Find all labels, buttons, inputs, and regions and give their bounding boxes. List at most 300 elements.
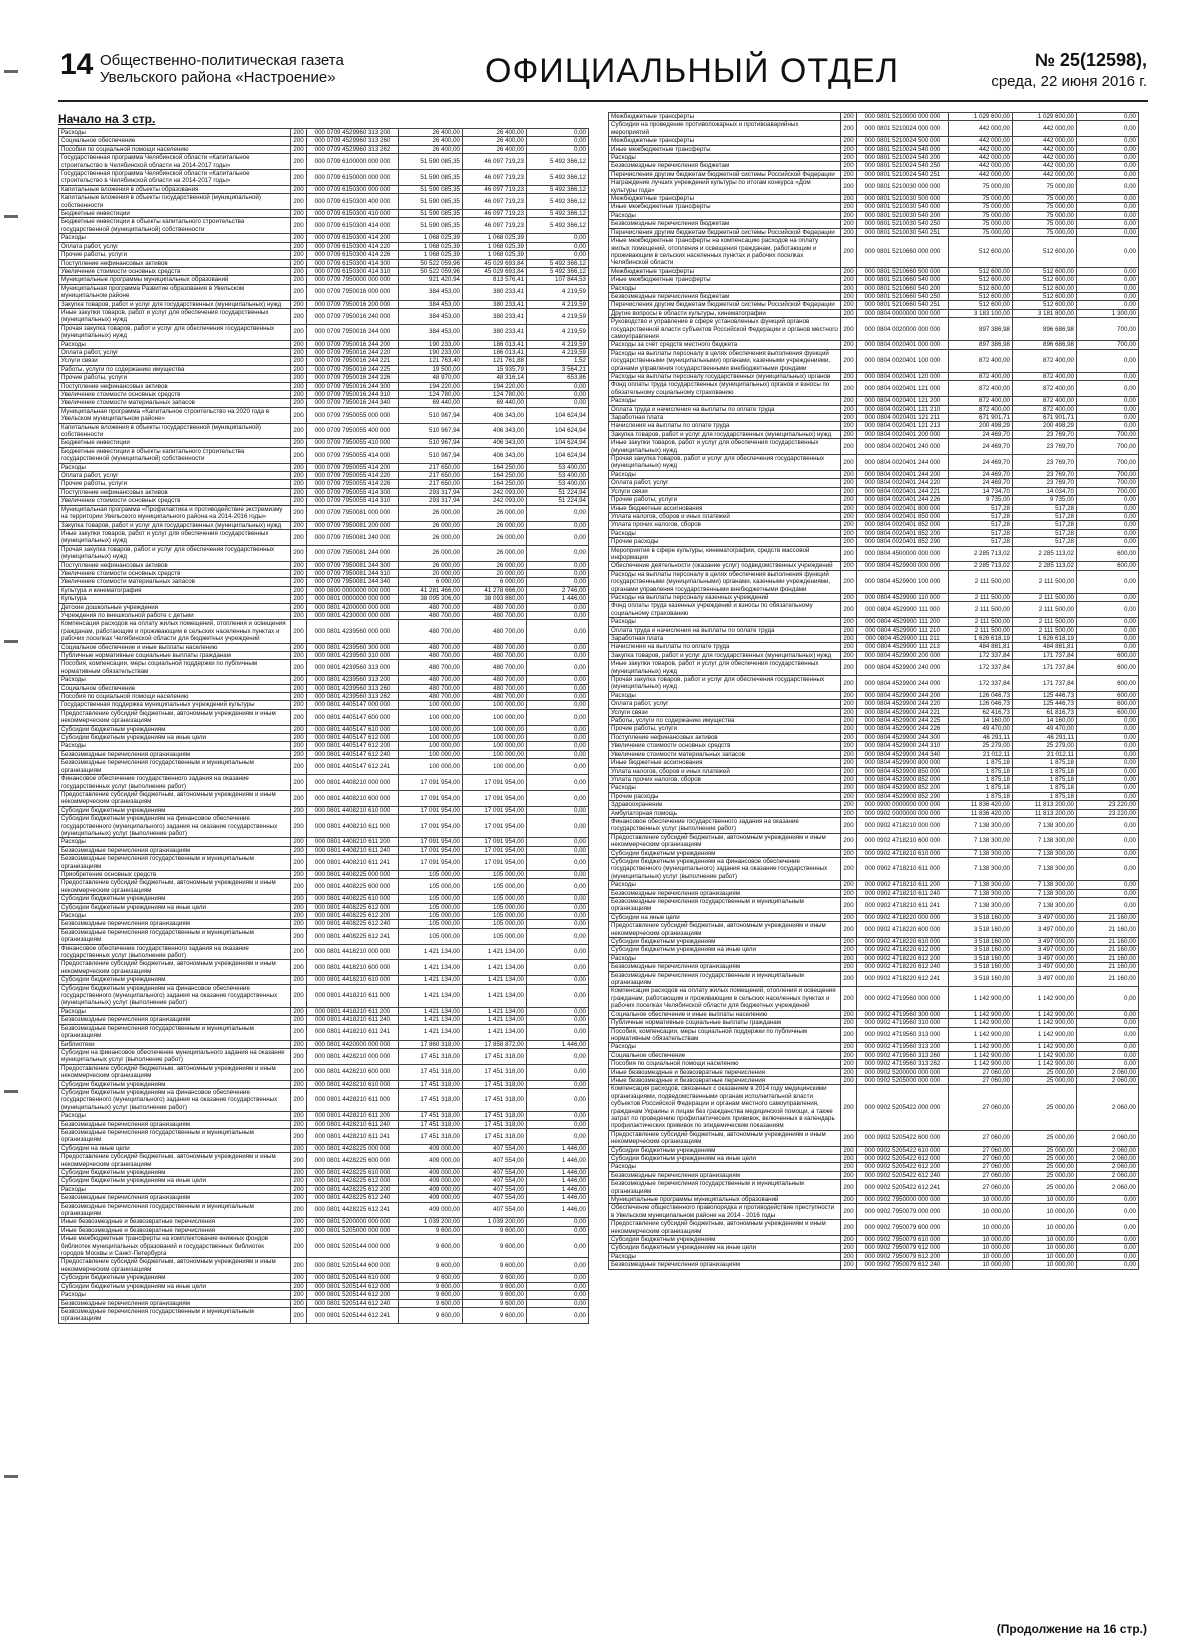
row-name: Увеличение стоимости материальных запасов [59, 399, 291, 407]
table-row [609, 179, 1139, 195]
row-approved: 217 650,00 [399, 463, 463, 471]
page-number: 14 [60, 48, 94, 81]
row-unexecuted: 0,00 [527, 1274, 589, 1282]
table-row [609, 529, 1139, 537]
row-classification: 000 0801 4428210 611 241 [307, 1128, 399, 1144]
row-classification: 000 0709 7950081 240 000 [307, 529, 399, 545]
row-name: Межбюджетные трансферты [609, 137, 841, 145]
row-name: Субсидии на финансовое обеспечение муниципального задания на оказание муниципальных услуг (выполнение работ) [59, 1048, 291, 1064]
row-name: Увеличение стоимости материальных запасов [609, 750, 841, 758]
row-name: Предоставление субсидий бюджетным, автономным учреждениям и иным некоммерческим организациям [609, 833, 841, 849]
table-row [59, 643, 589, 651]
row-code: 200 [291, 561, 307, 569]
table-row [609, 1244, 1139, 1252]
row-unexecuted: 1 446,00 [527, 1144, 589, 1152]
row-executed: 171 737,84 [1013, 676, 1077, 692]
row-executed: 3 497 000,00 [1013, 922, 1077, 938]
row-code: 200 [841, 1085, 857, 1130]
row-approved: 172 337,84 [949, 676, 1013, 692]
row-code: 200 [841, 195, 857, 203]
row-classification: 000 0902 7950079 612 240 [857, 1261, 949, 1269]
row-unexecuted: 0,00 [527, 734, 589, 742]
row-code: 200 [291, 488, 307, 496]
table-row [609, 742, 1139, 750]
row-name: Увеличение стоимости материальных запасов [59, 578, 291, 586]
row-unexecuted: 0,00 [527, 912, 589, 920]
row-approved: 484 881,81 [949, 643, 1013, 651]
table-row [59, 660, 589, 676]
row-approved: 217 650,00 [399, 480, 463, 488]
row-unexecuted: 0,00 [1077, 817, 1139, 833]
row-executed: 14 160,00 [1013, 717, 1077, 725]
row-executed: 517,28 [1013, 512, 1077, 520]
row-unexecuted: 104 624,94 [527, 407, 589, 423]
row-executed: 1 421 134,00 [463, 960, 527, 976]
row-approved: 1 421 134,00 [399, 944, 463, 960]
row-classification: 000 0801 5205144 600 000 [307, 1258, 399, 1274]
row-name: Расходы [609, 211, 841, 219]
table-row [59, 742, 589, 750]
row-approved: 384 453,00 [399, 324, 463, 340]
row-code: 200 [291, 1153, 307, 1169]
row-code: 200 [841, 381, 857, 397]
row-executed: 46 097 719,23 [463, 170, 527, 186]
row-executed: 2 111 500,00 [1013, 570, 1077, 593]
row-name: Безвозмездные перечисления организациям [59, 1299, 291, 1307]
table-row [609, 414, 1139, 422]
row-unexecuted: 1 446,00 [527, 595, 589, 603]
row-executed: 25 000,00 [1013, 1180, 1077, 1196]
row-approved: 7 138 300,00 [949, 881, 1013, 889]
row-approved: 480 700,00 [399, 620, 463, 643]
row-code: 200 [841, 1019, 857, 1027]
issue-date: среда, 22 июня 2016 г. [991, 73, 1147, 90]
row-code: 200 [841, 292, 857, 300]
row-code: 200 [841, 889, 857, 897]
row-approved: 51 590 085,35 [399, 170, 463, 186]
row-executed: 7 138 300,00 [1013, 889, 1077, 897]
row-name: Уплата налогов, сборов и иных платежей [609, 512, 841, 520]
row-approved: 3 518 160,00 [949, 938, 1013, 946]
row-code: 200 [291, 324, 307, 340]
row-code: 200 [841, 938, 857, 946]
row-classification: 000 0800 0000000 000 000 [307, 586, 399, 594]
row-code: 200 [291, 1307, 307, 1323]
table-row [609, 784, 1139, 792]
row-unexecuted: 0,00 [1077, 767, 1139, 775]
table-row [59, 137, 589, 145]
row-classification: 000 0804 0020401 100 000 [857, 349, 949, 372]
row-name: Поступление нефинансовых активов [59, 488, 291, 496]
row-approved: 3 518 160,00 [949, 963, 1013, 971]
row-code: 200 [291, 742, 307, 750]
row-unexecuted: 0,00 [527, 1307, 589, 1323]
row-name: Бюджетные инвестиции [59, 439, 291, 447]
row-executed: 480 700,00 [463, 620, 527, 643]
row-classification: 000 0709 7950055 414 200 [307, 463, 399, 471]
row-code: 200 [841, 570, 857, 593]
table-row [59, 1169, 589, 1177]
row-approved: 1 068 025,39 [399, 234, 463, 242]
row-name: Обеспечение деятельности (оказание услуг) подведомственных учреждений [609, 562, 841, 570]
row-executed: 7 138 300,00 [1013, 857, 1077, 880]
row-approved: 7 138 300,00 [949, 849, 1013, 857]
row-unexecuted: 0,00 [527, 234, 589, 242]
row-name: Работы, услуги по содержанию имущества [609, 717, 841, 725]
row-name: Предоставление субсидий бюджетным, автономным учреждениям и иным некоммерческим организациям [59, 1258, 291, 1274]
row-classification: 000 0804 4529900 111 211 [857, 635, 949, 643]
row-unexecuted: 0,00 [1077, 422, 1139, 430]
row-code: 200 [291, 1007, 307, 1015]
row-unexecuted: 0,00 [527, 1112, 589, 1120]
table-row [59, 1016, 589, 1024]
row-executed: 14 034,70 [1013, 487, 1077, 495]
row-code: 200 [841, 479, 857, 487]
row-name: Перечисления другим бюджетам бюджетной системы Российской Федерации [609, 228, 841, 236]
row-name: Расходы [59, 129, 291, 137]
row-unexecuted: 0,00 [527, 1282, 589, 1290]
row-executed: 1 421 134,00 [463, 1007, 527, 1015]
row-classification: 000 0801 4408225 600 000 [307, 879, 399, 895]
row-name: Иные бюджетные ассигнования [609, 759, 841, 767]
table-row [609, 792, 1139, 800]
row-unexecuted: 2 060,00 [1077, 1068, 1139, 1076]
row-executed: 9 600,00 [463, 1282, 527, 1290]
row-approved: 20 000,00 [399, 569, 463, 577]
row-approved: 75 000,00 [949, 179, 1013, 195]
row-code: 200 [291, 734, 307, 742]
row-executed: 17 451 318,00 [463, 1112, 527, 1120]
row-executed: 7 138 300,00 [1013, 849, 1077, 857]
row-unexecuted: 0,00 [1077, 203, 1139, 211]
row-name: Прочие работы, услуги [609, 496, 841, 504]
row-code: 200 [841, 220, 857, 228]
row-approved: 1 421 134,00 [399, 976, 463, 984]
row-executed: 872 400,00 [1013, 381, 1077, 397]
row-code: 200 [841, 137, 857, 145]
row-name: Финансовое обеспечение государственного задания на оказание государственных услуг (выполнение работ) [59, 775, 291, 791]
row-unexecuted: 0,00 [527, 242, 589, 250]
row-code: 200 [841, 1043, 857, 1051]
row-code: 200 [291, 348, 307, 356]
row-unexecuted: 0,00 [1077, 784, 1139, 792]
table-row [59, 912, 589, 920]
row-classification: 000 0801 4408210 611 200 [307, 838, 399, 846]
row-code: 200 [841, 546, 857, 562]
row-unexecuted: 0,00 [527, 920, 589, 928]
row-executed: 1 068 025,39 [463, 251, 527, 259]
row-classification: 000 0801 4418210 000 000 [307, 944, 399, 960]
table-row [59, 488, 589, 496]
row-code: 200 [841, 504, 857, 512]
row-code: 200 [291, 194, 307, 210]
row-classification: 000 0902 4718210 600 000 [857, 833, 949, 849]
row-approved: 1 029 600,00 [949, 113, 1013, 121]
row-code: 200 [291, 154, 307, 170]
row-classification: 000 0709 7950055 414 000 [307, 447, 399, 463]
row-unexecuted: 0,00 [527, 759, 589, 775]
table-row [609, 267, 1139, 275]
row-name: Иные закупки товаров, работ и услуг для обеспечения государственных (муниципальных) нужд [59, 308, 291, 324]
row-code: 200 [291, 407, 307, 423]
row-approved: 7 138 300,00 [949, 833, 1013, 849]
table-row [59, 920, 589, 928]
table-row [59, 1128, 589, 1144]
row-code: 200 [841, 817, 857, 833]
row-unexecuted: 653,86 [527, 374, 589, 382]
table-row [609, 1085, 1139, 1130]
row-executed: 17 451 318,00 [463, 1048, 527, 1064]
row-unexecuted: 1 446,00 [527, 1040, 589, 1048]
row-name: Субсидии бюджетным учреждениям на иные цели [59, 1282, 291, 1290]
row-code: 200 [841, 643, 857, 651]
row-code: 200 [841, 1220, 857, 1236]
row-approved: 480 700,00 [399, 643, 463, 651]
row-approved: 48 970,00 [399, 374, 463, 382]
row-approved: 75 000,00 [949, 211, 1013, 219]
row-executed: 26 000,00 [463, 545, 527, 561]
row-classification: 000 0902 4718210 610 000 [857, 849, 949, 857]
row-unexecuted: 0,00 [1077, 121, 1139, 137]
row-code: 200 [291, 838, 307, 846]
row-name: Обеспечение общественного правопорядка и противодействие преступности в Увельском муниципальном районе на 2014 - 2016 годы [609, 1204, 841, 1220]
row-classification: 000 0709 6100000 000 000 [307, 154, 399, 170]
row-unexecuted: 0,00 [527, 505, 589, 521]
row-name: Субсидии бюджетным учреждениям на иные цели [609, 946, 841, 954]
row-unexecuted: 0,00 [1077, 381, 1139, 397]
table-row [59, 1185, 589, 1193]
row-executed: 17 091 954,00 [463, 855, 527, 871]
row-name: Социальное обеспечение [59, 684, 291, 692]
row-name: Закупка товаров, работ и услуг для государственных (муниципальных) нужд [59, 300, 291, 308]
table-row [59, 1144, 589, 1152]
table-row [59, 676, 589, 684]
row-unexecuted: 700,00 [1077, 479, 1139, 487]
row-unexecuted: 0,00 [527, 652, 589, 660]
row-classification: 000 0801 4200000 000 000 [307, 603, 399, 611]
row-approved: 17 451 318,00 [399, 1048, 463, 1064]
row-executed: 2 111 500,00 [1013, 618, 1077, 626]
table-row [59, 399, 589, 407]
row-classification: 000 0709 6150300 410 000 [307, 210, 399, 218]
row-approved: 51 590 085,35 [399, 218, 463, 234]
row-approved: 480 700,00 [399, 693, 463, 701]
row-unexecuted: 0,00 [527, 399, 589, 407]
row-approved: 1 875,18 [949, 775, 1013, 783]
row-unexecuted: 2 060,00 [1077, 1146, 1139, 1154]
row-executed: 517,28 [1013, 529, 1077, 537]
row-executed: 75 000,00 [1013, 179, 1077, 195]
row-classification: 000 0902 4718220 000 000 [857, 913, 949, 921]
row-name: Безвозмездные перечисления бюджетам [609, 162, 841, 170]
row-classification: 000 0709 7950016 244 300 [307, 382, 399, 390]
row-approved: 26 000,00 [399, 545, 463, 561]
row-unexecuted: 0,00 [1077, 267, 1139, 275]
left-column [58, 112, 588, 1324]
row-executed: 25 000,00 [1013, 1163, 1077, 1171]
row-executed: 105 000,00 [463, 879, 527, 895]
row-executed: 105 000,00 [463, 903, 527, 911]
row-approved: 1 142 900,00 [949, 987, 1013, 1010]
row-classification: 000 0801 5210000 000 000 [857, 113, 949, 121]
row-code: 200 [841, 496, 857, 504]
row-executed: 872 400,00 [1013, 373, 1077, 381]
row-executed: 23 769,70 [1013, 430, 1077, 438]
row-classification: 000 0801 4408225 612 240 [307, 920, 399, 928]
row-code: 200 [291, 960, 307, 976]
row-approved: 409 000,00 [399, 1202, 463, 1218]
row-approved: 384 453,00 [399, 284, 463, 300]
row-unexecuted: 600,00 [1077, 562, 1139, 570]
row-unexecuted: 0,00 [527, 603, 589, 611]
row-unexecuted: 21 160,00 [1077, 971, 1139, 987]
row-unexecuted: 23 220,00 [1077, 809, 1139, 817]
row-classification: 000 0801 5210660 540 250 [857, 292, 949, 300]
table-row [609, 767, 1139, 775]
row-classification: 000 0801 5205144 612 000 [307, 1282, 399, 1290]
row-name: Закупка товаров, работ и услуг для государственных (муниципальных) нужд [609, 430, 841, 438]
row-classification: 000 0801 4408210 610 000 [307, 806, 399, 814]
row-classification: 000 0804 4529900 000 000 [857, 562, 949, 570]
row-executed: 407 554,00 [463, 1194, 527, 1202]
row-code: 200 [291, 423, 307, 439]
row-code: 200 [841, 422, 857, 430]
row-executed: 75 000,00 [1013, 211, 1077, 219]
row-unexecuted: 1 446,00 [527, 1169, 589, 1177]
row-code: 200 [841, 784, 857, 792]
row-classification: 000 0801 5210030 500 000 [857, 195, 949, 203]
row-code: 200 [291, 234, 307, 242]
row-executed: 17 451 318,00 [463, 1128, 527, 1144]
row-approved: 512 600,00 [949, 292, 1013, 300]
table-row [609, 422, 1139, 430]
row-classification: 000 0801 5210660 540 200 [857, 284, 949, 292]
row-executed: 9 600,00 [463, 1274, 527, 1282]
row-name: Социальное обеспечение [59, 137, 291, 145]
row-approved: 409 000,00 [399, 1177, 463, 1185]
row-executed: 406 343,00 [463, 439, 527, 447]
row-approved: 49 470,00 [949, 725, 1013, 733]
row-name: Субсидии бюджетным учреждениям [59, 1080, 291, 1088]
row-approved: 9 600,00 [399, 1291, 463, 1299]
row-classification: 000 0804 4500000 000 000 [857, 546, 949, 562]
row-code: 200 [291, 790, 307, 806]
row-classification: 000 0902 5205000 000 000 [857, 1076, 949, 1084]
row-classification: 000 0902 7950079 610 000 [857, 1236, 949, 1244]
row-name: Компенсация расходов на оплату жилых помещений, отопления и освещения гражданам, работающим и проживающим в сельских населенных пунктах и рабочих поселках Челябинской области для бюджетных учреждений [609, 987, 841, 1010]
row-approved: 1 039 200,00 [399, 1218, 463, 1226]
row-approved: 105 000,00 [399, 870, 463, 878]
row-code: 200 [291, 912, 307, 920]
row-executed: 2 285 113,02 [1013, 546, 1077, 562]
row-unexecuted: 0,00 [1077, 237, 1139, 268]
row-executed: 1 142 900,00 [1013, 1019, 1077, 1027]
row-executed: 41 278 666,00 [463, 586, 527, 594]
row-unexecuted: 0,00 [1077, 570, 1139, 593]
row-unexecuted: 5 492 366,12 [527, 194, 589, 210]
row-name: Предоставление субсидий бюджетным, автономным учреждениям и иным некоммерческим организациям [609, 1220, 841, 1236]
row-approved: 17 091 954,00 [399, 806, 463, 814]
row-unexecuted: 0,00 [1077, 1196, 1139, 1204]
row-unexecuted: 0,00 [527, 251, 589, 259]
row-approved: 442 000,00 [949, 121, 1013, 137]
row-code: 200 [291, 870, 307, 878]
table-row [59, 578, 589, 586]
row-executed: 813 576,41 [463, 276, 527, 284]
row-name: Субсидии бюджетным учреждениям [59, 806, 291, 814]
table-row [609, 700, 1139, 708]
row-name: Безвозмездные перечисления государственным и муниципальным организациям [609, 898, 841, 914]
row-executed: 9 600,00 [463, 1307, 527, 1323]
row-name: Иные закупки товаров, работ и услуг для обеспечения государственных (муниципальных) нужд [609, 439, 841, 455]
table-row [59, 895, 589, 903]
row-name: Безвозмездные перечисления государственным и муниципальным организациям [59, 1024, 291, 1040]
row-approved: 10 000,00 [949, 1220, 1013, 1236]
table-row [609, 470, 1139, 478]
row-classification: 000 0801 4428225 610 000 [307, 1169, 399, 1177]
row-executed: 406 343,00 [463, 447, 527, 463]
row-approved: 872 400,00 [949, 381, 1013, 397]
row-executed: 164 250,00 [463, 480, 527, 488]
row-executed: 25 000,00 [1013, 1130, 1077, 1146]
row-approved: 51 590 085,35 [399, 194, 463, 210]
row-approved: 24 469,70 [949, 455, 1013, 471]
row-approved: 3 183 100,00 [949, 309, 1013, 317]
row-executed: 1 039 200,00 [463, 1218, 527, 1226]
row-classification: 000 0804 4529900 244 340 [857, 750, 949, 758]
row-classification: 000 0902 4719560 313 260 [857, 1051, 949, 1059]
row-name: Увеличение стоимости основных средств [59, 497, 291, 505]
row-code: 200 [291, 210, 307, 218]
row-unexecuted: 21 160,00 [1077, 938, 1139, 946]
table-row [59, 750, 589, 758]
row-code: 200 [841, 626, 857, 634]
row-name: Прочая закупка товаров, работ и услуг для обеспечения государственных (муниципальных) нужд [59, 324, 291, 340]
row-classification: 000 0709 7950081 244 310 [307, 569, 399, 577]
row-approved: 46 291,11 [949, 733, 1013, 741]
table-row [59, 879, 589, 895]
row-unexecuted: 0,00 [1077, 137, 1139, 145]
row-name: Иные закупки товаров, работ и услуг для обеспечения государственных (муниципальных) нужд [609, 660, 841, 676]
row-executed: 442 000,00 [1013, 162, 1077, 170]
table-row [609, 373, 1139, 381]
row-classification: 000 0902 4719560 313 000 [857, 1027, 949, 1043]
row-unexecuted: 0,00 [527, 660, 589, 676]
table-row [609, 963, 1139, 971]
row-name: Иные межбюджетные трансферты [609, 276, 841, 284]
row-executed: 17 451 318,00 [463, 1080, 527, 1088]
row-executed: 17 858 872,00 [463, 1040, 527, 1048]
row-name: Безвозмездные перечисления государственным и муниципальным организациям [59, 1128, 291, 1144]
row-executed: 517,28 [1013, 538, 1077, 546]
row-executed: 1 142 900,00 [1013, 1010, 1077, 1018]
row-classification: 000 0804 0020401 121 211 [857, 414, 949, 422]
row-code: 200 [841, 775, 857, 783]
row-classification: 000 0804 4529900 200 000 [857, 651, 949, 659]
row-unexecuted: 0,00 [1077, 759, 1139, 767]
row-code: 200 [841, 1155, 857, 1163]
row-approved: 51 590 085,35 [399, 210, 463, 218]
row-classification: 000 0801 4405147 600 000 [307, 709, 399, 725]
row-unexecuted: 0,00 [527, 895, 589, 903]
row-name: Безвозмездные перечисления бюджетам [609, 292, 841, 300]
row-name: Расходы [609, 1043, 841, 1051]
row-name: Поступление нефинансовых активов [609, 733, 841, 741]
row-code: 200 [841, 1236, 857, 1244]
row-executed: 26 000,00 [463, 561, 527, 569]
row-approved: 3 518 160,00 [949, 954, 1013, 962]
row-code: 200 [841, 373, 857, 381]
